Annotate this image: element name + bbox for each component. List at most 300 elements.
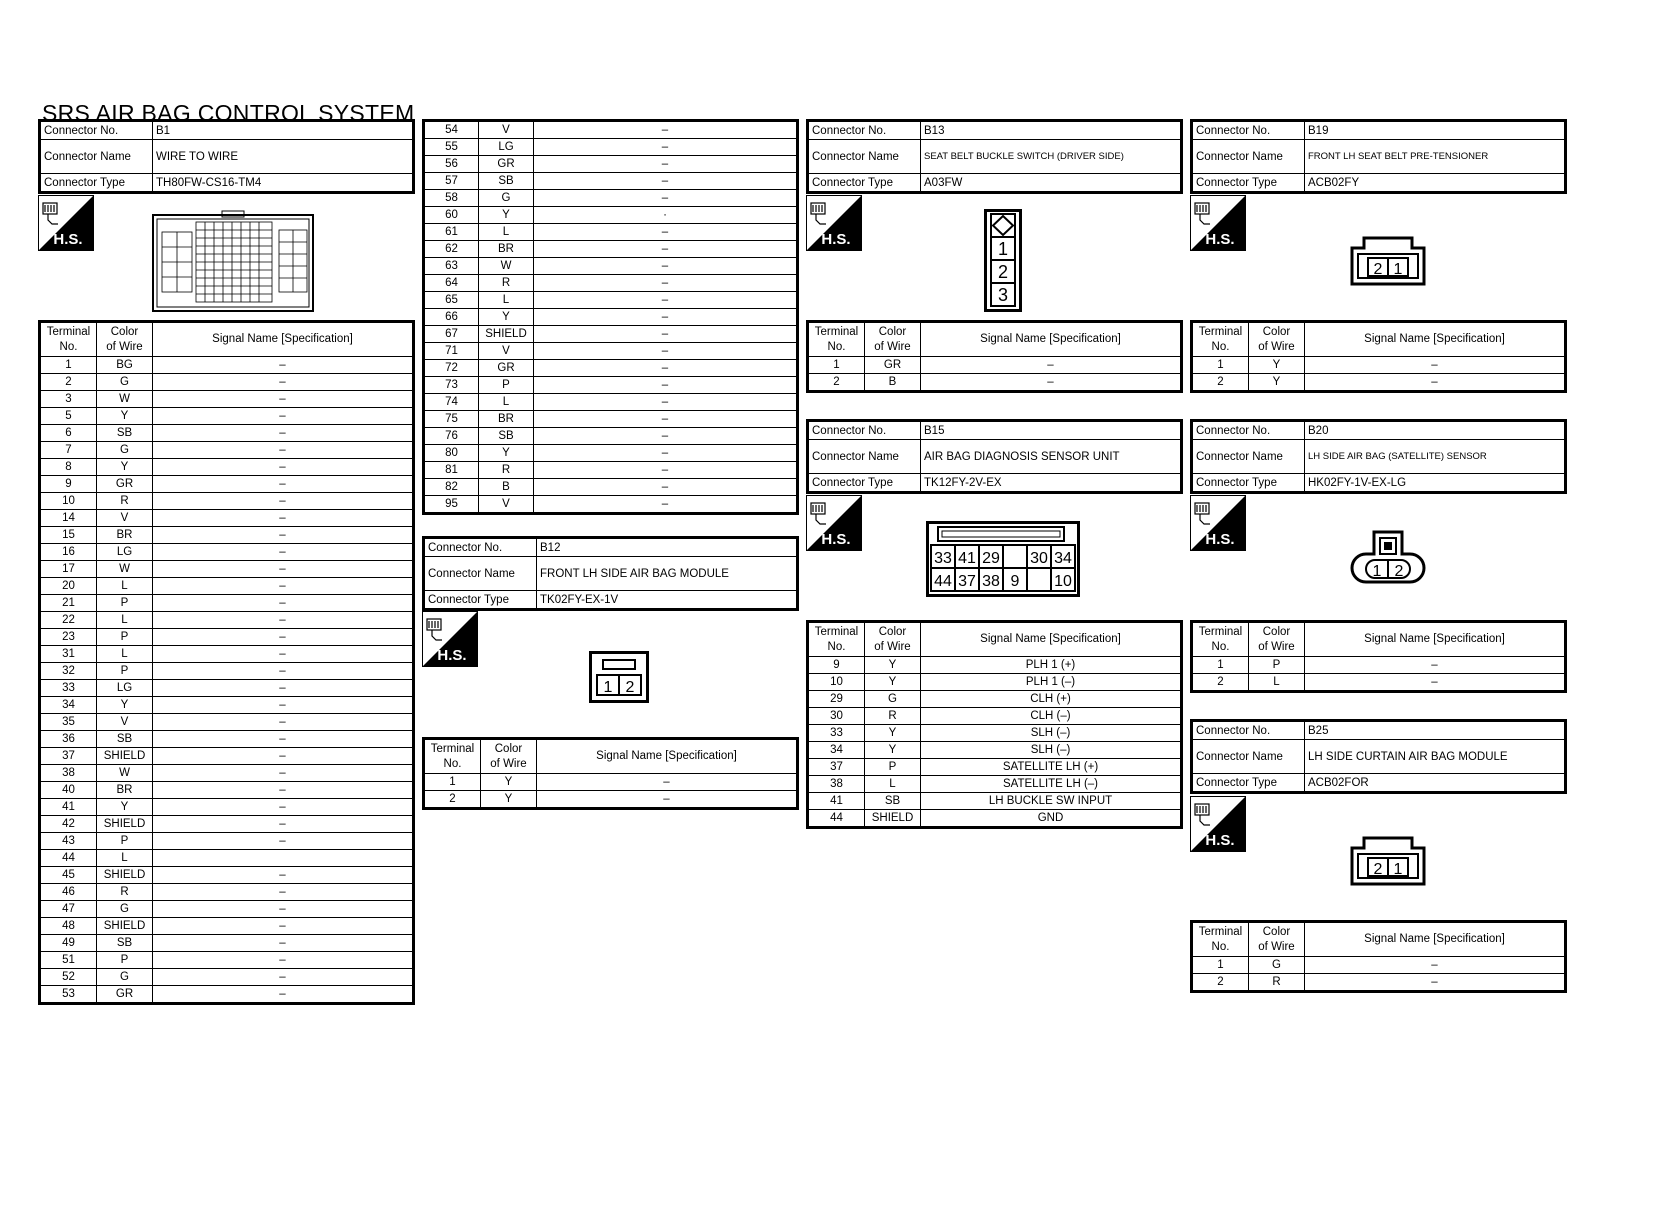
table-row	[808, 357, 1182, 374]
svg-text:H.S.: H.S.	[1205, 531, 1235, 548]
table-row	[424, 394, 798, 411]
signal-name-cell: –	[1305, 374, 1566, 392]
signal-name-cell: –	[153, 935, 414, 952]
harness-side-icon	[1190, 796, 1246, 852]
table-row	[808, 374, 1182, 392]
signal-name-cell: –	[153, 799, 414, 816]
signal-name-cell: –	[534, 462, 798, 479]
signal-name-cell: –	[153, 765, 414, 782]
signal-name-cell: –	[1305, 357, 1566, 374]
connector-b1-continued-table	[422, 119, 799, 515]
connector-b15-terminal-table	[806, 620, 1183, 829]
table-row	[424, 326, 798, 343]
signal-name-header: Signal Name [Specification]	[921, 622, 1182, 657]
table-row	[1192, 357, 1566, 374]
color-of-wire-header: Color of Wire	[865, 322, 921, 357]
signal-name-cell: –	[153, 697, 414, 714]
table-row	[808, 691, 1182, 708]
table-row	[808, 759, 1182, 776]
terminal-no-cell: 49	[40, 935, 97, 952]
table-row	[40, 969, 414, 986]
connector-name-label: Connector Name	[40, 140, 153, 174]
signal-name-cell: –	[153, 357, 414, 374]
connector-no-value: B12	[537, 538, 798, 557]
wire-color-cell: G	[97, 969, 153, 986]
connector-no-label: Connector No.	[1192, 121, 1305, 140]
connector-name-value: LH SIDE CURTAIN AIR BAG MODULE	[1305, 740, 1566, 774]
wire-color-cell: G	[479, 190, 534, 207]
terminal-no-cell: 14	[40, 510, 97, 527]
wire-color-cell: L	[97, 612, 153, 629]
connector-b1-diagram	[152, 210, 314, 317]
terminal-table	[1190, 620, 1567, 693]
signal-name-cell: –	[534, 411, 798, 428]
table-row	[1192, 657, 1566, 674]
connector-info-table	[1190, 419, 1567, 494]
signal-name-header: Signal Name [Specification]	[153, 322, 414, 357]
wire-color-cell: SB	[479, 173, 534, 190]
table-row	[40, 442, 414, 459]
terminal-no-cell: 53	[40, 986, 97, 1004]
signal-name-cell: –	[534, 496, 798, 514]
terminal-no-cell: 48	[40, 918, 97, 935]
signal-name-cell: –	[153, 816, 414, 833]
svg-text:H.S.: H.S.	[1205, 231, 1235, 248]
terminal-no-cell: 55	[424, 139, 479, 156]
table-row	[40, 476, 414, 493]
terminal-no-cell: 34	[40, 697, 97, 714]
wire-color-cell: G	[97, 442, 153, 459]
terminal-no-cell: 54	[424, 121, 479, 139]
table-row	[40, 918, 414, 935]
terminal-no-cell: 95	[424, 496, 479, 514]
connector-info-table	[422, 536, 799, 611]
table-row	[1192, 974, 1566, 992]
terminal-no-cell: 6	[40, 425, 97, 442]
table-row	[424, 258, 798, 275]
wire-color-cell: BR	[479, 411, 534, 428]
wire-color-cell: R	[97, 884, 153, 901]
signal-name-cell: –	[534, 241, 798, 258]
table-row	[424, 224, 798, 241]
wire-color-cell: SB	[479, 428, 534, 445]
wire-color-cell: P	[479, 377, 534, 394]
signal-name-cell: CLH (–)	[921, 708, 1182, 725]
wire-color-cell: P	[97, 663, 153, 680]
table-row	[40, 901, 414, 918]
terminal-no-cell: 1	[1192, 357, 1249, 374]
connector-name-label: Connector Name	[1192, 140, 1305, 174]
signal-name-cell: –	[534, 326, 798, 343]
signal-name-cell: –	[534, 258, 798, 275]
signal-name-cell: –	[534, 292, 798, 309]
connector-type-label: Connector Type	[424, 591, 537, 610]
terminal-no-cell: 44	[40, 850, 97, 867]
table-row	[808, 725, 1182, 742]
terminal-no-cell: 74	[424, 394, 479, 411]
connector-info-table	[1190, 719, 1567, 794]
wire-color-cell: GR	[865, 357, 921, 374]
terminal-no-cell: 31	[40, 646, 97, 663]
connector-no-value: B15	[921, 421, 1182, 440]
wire-color-cell: Y	[1249, 374, 1305, 392]
terminal-no-cell: 9	[808, 657, 865, 674]
wire-color-cell: L	[1249, 674, 1305, 692]
table-row	[40, 697, 414, 714]
wire-color-cell: V	[97, 714, 153, 731]
table-row	[40, 765, 414, 782]
terminal-no-cell: 81	[424, 462, 479, 479]
table-row	[808, 657, 1182, 674]
wire-color-cell: L	[479, 224, 534, 241]
terminal-no-cell: 65	[424, 292, 479, 309]
connector-info-table	[1190, 119, 1567, 194]
table-row	[424, 462, 798, 479]
signal-name-cell: –	[534, 360, 798, 377]
terminal-no-cell: 38	[40, 765, 97, 782]
wire-color-cell: G	[97, 901, 153, 918]
terminal-no-cell: 56	[424, 156, 479, 173]
signal-name-cell: –	[153, 680, 414, 697]
terminal-no-header: Terminal No.	[808, 322, 865, 357]
svg-text:1: 1	[1393, 261, 1403, 278]
svg-text:1: 1	[997, 239, 1009, 259]
terminal-no-cell: 1	[1192, 957, 1249, 974]
wire-color-cell: Y	[865, 742, 921, 759]
signal-name-cell: –	[534, 309, 798, 326]
signal-name-cell: –	[153, 884, 414, 901]
terminal-no-cell: 5	[40, 408, 97, 425]
connector-type-value: TH80FW-CS16-TM4	[153, 174, 414, 193]
table-row	[1192, 957, 1566, 974]
wire-color-cell: LG	[97, 544, 153, 561]
page-title: SRS AIR BAG CONTROL SYSTEM	[42, 100, 415, 126]
wire-color-cell: BR	[479, 241, 534, 258]
signal-name-cell: –	[153, 663, 414, 680]
wire-color-cell: SHIELD	[865, 810, 921, 828]
wire-color-cell: Y	[865, 657, 921, 674]
signal-name-cell: SLH (–)	[921, 725, 1182, 742]
svg-text:38: 38	[982, 573, 1000, 590]
terminal-no-cell: 67	[424, 326, 479, 343]
wire-color-cell: SHIELD	[479, 326, 534, 343]
wire-color-cell: W	[479, 258, 534, 275]
terminal-no-cell: 40	[40, 782, 97, 799]
svg-text:2: 2	[997, 262, 1009, 282]
wire-color-cell: SHIELD	[97, 867, 153, 884]
connector-b12-diagram	[589, 651, 649, 708]
svg-text:1: 1	[1372, 563, 1382, 580]
wire-color-cell: Y	[97, 697, 153, 714]
table-row	[40, 884, 414, 901]
terminal-no-cell: 2	[40, 374, 97, 391]
terminal-no-cell: 8	[40, 459, 97, 476]
connector-b1-terminal-table	[38, 320, 415, 1005]
terminal-table	[806, 620, 1183, 829]
signal-name-cell: –	[153, 527, 414, 544]
table-row	[40, 391, 414, 408]
terminal-no-cell: 36	[40, 731, 97, 748]
connector-b13-diagram	[984, 209, 1022, 317]
terminal-no-cell: 7	[40, 442, 97, 459]
signal-name-cell: –	[153, 612, 414, 629]
connector-no-value: B19	[1305, 121, 1566, 140]
terminal-no-cell: 2	[1192, 674, 1249, 692]
signal-name-cell: –	[534, 377, 798, 394]
connector-name-value: AIR BAG DIAGNOSIS SENSOR UNIT	[921, 440, 1182, 474]
wire-color-cell: Y	[97, 799, 153, 816]
signal-name-cell: SLH (–)	[921, 742, 1182, 759]
svg-text:H.S.: H.S.	[1205, 832, 1235, 849]
terminal-no-cell: 32	[40, 663, 97, 680]
terminal-no-cell: 38	[808, 776, 865, 793]
signal-name-cell: –	[1305, 957, 1566, 974]
table-row	[40, 561, 414, 578]
signal-name-cell: –	[153, 901, 414, 918]
wire-color-cell: Y	[479, 207, 534, 224]
signal-name-cell: LH BUCKLE SW INPUT	[921, 793, 1182, 810]
terminal-no-cell: 45	[40, 867, 97, 884]
table-row	[424, 479, 798, 496]
terminal-no-cell: 1	[1192, 657, 1249, 674]
wire-color-cell: GR	[97, 986, 153, 1004]
wire-color-cell: SB	[97, 935, 153, 952]
wire-color-cell: Y	[479, 309, 534, 326]
terminal-no-header: Terminal No.	[424, 739, 481, 774]
terminal-no-cell: 30	[808, 708, 865, 725]
table-row	[40, 663, 414, 680]
table-row	[424, 411, 798, 428]
terminal-no-cell: 1	[424, 774, 481, 791]
wire-color-cell: W	[97, 765, 153, 782]
table-row	[40, 544, 414, 561]
connector-name-value: SEAT BELT BUCKLE SWITCH (DRIVER SIDE)	[921, 140, 1182, 174]
signal-name-cell: –	[534, 224, 798, 241]
connector-name-value: FRONT LH SEAT BELT PRE-TENSIONER	[1305, 140, 1566, 174]
terminal-no-cell: 76	[424, 428, 479, 445]
wire-color-cell: SHIELD	[97, 816, 153, 833]
table-row	[424, 241, 798, 258]
table-row	[40, 459, 414, 476]
signal-name-cell: –	[153, 544, 414, 561]
terminal-no-cell: 71	[424, 343, 479, 360]
connector-b25-terminal-table	[1190, 920, 1567, 993]
wire-color-cell: R	[97, 493, 153, 510]
wire-color-cell: V	[479, 343, 534, 360]
svg-text:9: 9	[1010, 573, 1020, 590]
terminal-no-cell: 41	[808, 793, 865, 810]
connector-no-label: Connector No.	[1192, 421, 1305, 440]
terminal-no-cell: 58	[424, 190, 479, 207]
harness-side-icon	[38, 195, 94, 251]
harness-side-icon	[422, 611, 478, 667]
terminal-no-cell: 73	[424, 377, 479, 394]
wire-color-cell: R	[865, 708, 921, 725]
connector-type-label: Connector Type	[808, 474, 921, 493]
connector-type-label: Connector Type	[1192, 774, 1305, 793]
svg-text:H.S.: H.S.	[53, 231, 83, 248]
connector-b19-terminal-table	[1190, 320, 1567, 393]
svg-text:44: 44	[934, 573, 952, 590]
signal-name-cell	[153, 850, 414, 867]
wire-color-cell: Y	[97, 408, 153, 425]
signal-name-cell: –	[153, 391, 414, 408]
connector-name-label: Connector Name	[808, 140, 921, 174]
signal-name-cell: –	[534, 428, 798, 445]
signal-name-cell: –	[153, 425, 414, 442]
terminal-no-cell: 10	[40, 493, 97, 510]
signal-name-cell: –	[534, 173, 798, 190]
terminal-no-cell: 15	[40, 527, 97, 544]
terminal-table	[1190, 320, 1567, 393]
signal-name-cell: –	[153, 510, 414, 527]
terminal-no-cell: 46	[40, 884, 97, 901]
wire-color-cell: G	[865, 691, 921, 708]
terminal-table	[422, 737, 799, 810]
svg-text:33: 33	[934, 550, 952, 567]
terminal-no-cell: 21	[40, 595, 97, 612]
signal-name-cell: –	[534, 156, 798, 173]
table-row	[1192, 374, 1566, 392]
table-row	[40, 867, 414, 884]
connector-type-label: Connector Type	[1192, 474, 1305, 493]
table-row	[424, 173, 798, 190]
connector-type-value: ACB02FY	[1305, 174, 1566, 193]
svg-text:3: 3	[997, 285, 1009, 305]
svg-text:41: 41	[958, 550, 976, 567]
signal-name-cell: –	[534, 445, 798, 462]
signal-name-cell: CLH (+)	[921, 691, 1182, 708]
wire-color-cell: W	[97, 391, 153, 408]
harness-side-icon	[1190, 195, 1246, 251]
table-row	[424, 791, 798, 809]
signal-name-cell: –	[921, 374, 1182, 392]
wire-color-cell: V	[479, 121, 534, 139]
signal-name-cell: –	[537, 774, 798, 791]
table-row	[40, 731, 414, 748]
wire-color-cell: L	[479, 292, 534, 309]
connector-type-value: TK12FY-2V-EX	[921, 474, 1182, 493]
signal-name-cell: –	[534, 139, 798, 156]
table-row	[40, 493, 414, 510]
table-row	[40, 425, 414, 442]
terminal-no-cell: 43	[40, 833, 97, 850]
signal-name-cell: PLH 1 (–)	[921, 674, 1182, 691]
signal-name-header: Signal Name [Specification]	[537, 739, 798, 774]
connector-no-value: B1	[153, 121, 414, 140]
signal-name-cell: –	[153, 986, 414, 1004]
connector-info-table	[806, 419, 1183, 494]
signal-name-cell: –	[153, 493, 414, 510]
connector-name-value: LH SIDE AIR BAG (SATELLITE) SENSOR	[1305, 440, 1566, 474]
signal-name-cell: –	[534, 121, 798, 139]
table-row	[424, 139, 798, 156]
connector-type-label: Connector Type	[808, 174, 921, 193]
connector-b25	[1190, 719, 1567, 794]
color-of-wire-header: Color of Wire	[1249, 622, 1305, 657]
wire-color-cell: L	[97, 646, 153, 663]
wire-color-cell: P	[97, 629, 153, 646]
terminal-no-cell: 33	[40, 680, 97, 697]
svg-text:H.S.: H.S.	[437, 647, 467, 664]
terminal-no-cell: 35	[40, 714, 97, 731]
connector-info-table	[38, 119, 415, 194]
connector-b13	[806, 119, 1183, 194]
connector-no-label: Connector No.	[808, 421, 921, 440]
table-row	[40, 714, 414, 731]
connector-name-label: Connector Name	[1192, 440, 1305, 474]
table-row	[40, 646, 414, 663]
connector-info-table	[806, 119, 1183, 194]
connector-b15	[806, 419, 1183, 494]
signal-name-cell: –	[534, 479, 798, 496]
table-row	[40, 748, 414, 765]
terminal-no-cell: 22	[40, 612, 97, 629]
wire-color-cell: L	[97, 578, 153, 595]
terminal-no-cell: 1	[40, 357, 97, 374]
svg-text:H.S.: H.S.	[821, 531, 851, 548]
table-row	[424, 445, 798, 462]
terminal-no-cell: 37	[808, 759, 865, 776]
signal-name-cell: –	[921, 357, 1182, 374]
wire-color-cell: SHIELD	[97, 748, 153, 765]
table-row	[808, 776, 1182, 793]
harness-side-icon	[1190, 495, 1246, 551]
table-row	[40, 629, 414, 646]
terminal-no-cell: 10	[808, 674, 865, 691]
terminal-no-cell: 62	[424, 241, 479, 258]
wire-color-cell: P	[97, 833, 153, 850]
terminal-no-cell: 34	[808, 742, 865, 759]
wire-color-cell: R	[479, 462, 534, 479]
connector-name-label: Connector Name	[1192, 740, 1305, 774]
signal-name-cell: –	[537, 791, 798, 809]
table-row	[808, 708, 1182, 725]
terminal-no-cell: 3	[40, 391, 97, 408]
wire-color-cell: L	[479, 394, 534, 411]
wire-color-cell: P	[97, 595, 153, 612]
connector-b19-diagram	[1350, 236, 1426, 291]
table-row	[40, 612, 414, 629]
connector-b1	[38, 119, 415, 194]
connector-type-value: HK02FY-1V-EX-LG	[1305, 474, 1566, 493]
connector-name-label: Connector Name	[808, 440, 921, 474]
terminal-no-cell: 61	[424, 224, 479, 241]
connector-no-label: Connector No.	[808, 121, 921, 140]
table-row	[424, 496, 798, 514]
wire-color-cell: L	[97, 850, 153, 867]
terminal-no-cell: 64	[424, 275, 479, 292]
table-row	[40, 527, 414, 544]
wire-color-cell: Y	[479, 445, 534, 462]
wire-color-cell: G	[1249, 957, 1305, 974]
terminal-no-cell: 2	[1192, 974, 1249, 992]
terminal-no-cell: 20	[40, 578, 97, 595]
svg-text:1: 1	[603, 679, 613, 696]
wire-color-cell: Y	[97, 459, 153, 476]
terminal-no-cell: 2	[808, 374, 865, 392]
wire-color-cell: P	[97, 952, 153, 969]
signal-name-cell: –	[153, 629, 414, 646]
wire-color-cell: BG	[97, 357, 153, 374]
table-row	[424, 207, 798, 224]
connector-type-value: TK02FY-EX-1V	[537, 591, 798, 610]
signal-name-cell: –	[153, 374, 414, 391]
connector-b13-terminal-table	[806, 320, 1183, 393]
wire-color-cell: B	[479, 479, 534, 496]
connector-no-value: B25	[1305, 721, 1566, 740]
connector-no-value: B13	[921, 121, 1182, 140]
